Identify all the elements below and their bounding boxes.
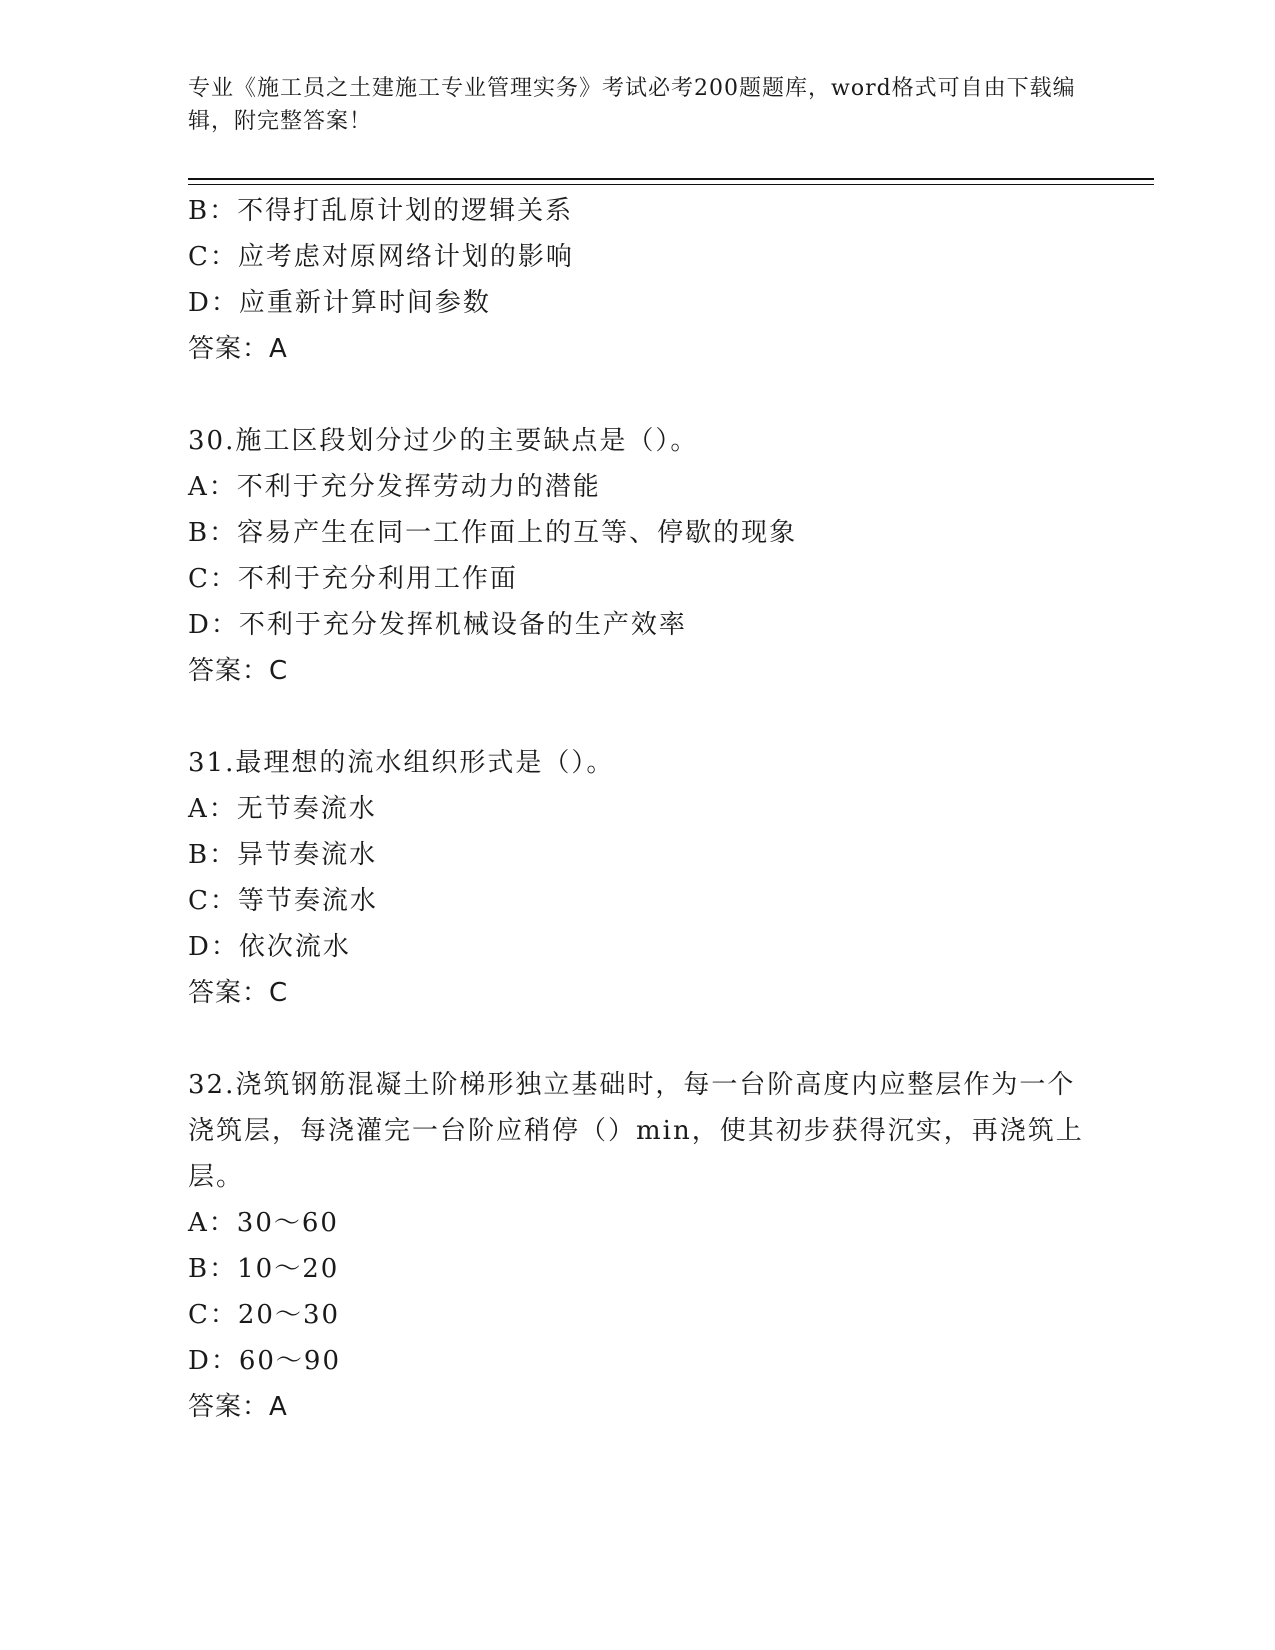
question-30 [188,418,1088,694]
header-divider-thin [188,184,1154,185]
option-d: D：依次流水 [188,932,351,962]
question-31 [188,740,1088,1016]
option-b: B：异节奏流水 [188,840,378,870]
option-c: C：不利于充分利用工作面 [188,564,518,594]
option-b: B：不得打乱原计划的逻辑关系 [188,196,574,226]
option-d: D：应重新计算时间参数 [188,288,491,318]
option-c: C：20～30 [188,1300,341,1330]
option-b: B：10～20 [188,1254,340,1284]
question-stem: 31.最理想的流水组织形式是（）。 [188,748,615,778]
answer-label: 答案：C [188,656,289,686]
option-d: D：60～90 [188,1346,342,1376]
option-c: C：等节奏流水 [188,886,378,916]
option-a: A：30～60 [188,1208,339,1238]
option-a: A：无节奏流水 [188,794,377,824]
option-a: A：不利于充分发挥劳动力的潜能 [188,472,601,502]
answer-label: 答案：A [188,1392,288,1422]
option-d: D：不利于充分发挥机械设备的生产效率 [188,610,687,640]
document-header: 专业《施工员之土建施工专业管理实务》考试必考200题题库，word格式可自由下载编辑，附完整答案！ [188,76,1076,134]
question-stem: 30.施工区段划分过少的主要缺点是（）。 [188,426,699,456]
answer-label: 答案：A [188,334,288,364]
option-c: C：应考虑对原网络计划的影响 [188,242,574,272]
option-b: B：容易产生在同一工作面上的互等、停歇的现象 [188,518,798,548]
question-32 [188,1062,1088,1430]
answer-label: 答案：C [188,978,289,1008]
header-divider-thick [188,178,1154,180]
question-list [188,188,1088,1430]
question-stem: 32.浇筑钢筋混凝土阶梯形独立基础时，每一台阶高度内应整层作为一个浇筑层，每浇灌完一台阶应稍停（）min，使其初步获得沉实，再浇筑上层。 [188,1070,1084,1192]
question-29-partial [188,188,1088,372]
